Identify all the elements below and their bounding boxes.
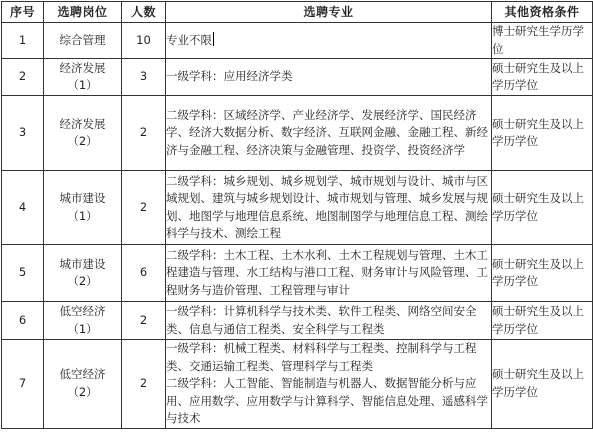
header-count: 人数 xyxy=(122,2,166,23)
major-text: 一级学科：机械工程类、材料科学与工程类、控制科学与工程类、交通运输工程类、管理科学与工程类 xyxy=(166,341,477,373)
row-number: 1 xyxy=(2,23,44,59)
headcount: 6 xyxy=(122,245,166,302)
post-cell xyxy=(44,23,122,59)
post-name: 低空经济 xyxy=(59,367,106,382)
major-text: 一级学科：计算机科学与技术类、软件工程类、网络空间安全类、信息与通信工程类、安全科学与工程类 xyxy=(166,304,477,336)
recruitment-table xyxy=(1,1,593,429)
major-cell xyxy=(166,245,492,302)
post-cell xyxy=(44,59,122,96)
header-post: 选聘岗位 xyxy=(44,2,122,23)
major-text: 二级学科：城乡规划、城乡规划学、城市规划与设计、城市与区域规划、建筑与城乡规划设计、城市规划与管理、城乡发展与规划、地图学与地理信息系统、地图制图学与地理信息工程、测绘科学与技术、测绘工程 xyxy=(166,173,488,240)
table-row xyxy=(2,302,593,340)
post-index: （1） xyxy=(67,78,98,92)
post-cell xyxy=(44,96,122,171)
major-text: 一级学科：应用经济学类 xyxy=(166,69,293,84)
requirement: 硕士研究生及以上学历学位 xyxy=(492,340,593,429)
headcount: 2 xyxy=(122,171,166,245)
post-name: 综合管理 xyxy=(59,32,106,47)
post-cell xyxy=(44,245,122,302)
header-row xyxy=(2,2,593,23)
post-name: 经济发展 xyxy=(59,60,106,75)
post-name: 经济发展 xyxy=(59,116,106,131)
headcount: 2 xyxy=(122,96,166,171)
text-cursor xyxy=(213,32,214,46)
major-text: 二级学科：人工智能、智能制造与机器人、数据智能分析与应用、应用数学、应用数学与计算科学、智能信息处理、遥感科学与技术 xyxy=(166,376,488,425)
requirement: 硕士研究生及以上学历学位 xyxy=(492,171,593,245)
header-major: 选聘专业 xyxy=(166,2,492,23)
post-name: 低空经济 xyxy=(59,304,106,318)
requirement: 硕士研究生及以上学历学位 xyxy=(492,302,593,340)
headcount: 2 xyxy=(122,340,166,429)
requirement: 博士研究生学历学位 xyxy=(492,23,593,59)
major-cell xyxy=(166,340,492,429)
major-cell xyxy=(166,171,492,245)
post-index: （2） xyxy=(67,134,98,148)
post-name: 城市建设 xyxy=(59,191,106,205)
requirement: 硕士研究生及以上学历学位 xyxy=(492,96,593,171)
post-index: （2） xyxy=(67,274,98,288)
major-cell[interactable] xyxy=(166,23,492,59)
table-row xyxy=(2,340,593,429)
row-number: 5 xyxy=(2,245,44,302)
major-cell xyxy=(166,302,492,340)
major-text: 二级学科：土木工程、土木水利、土木工程规划与管理、土木工程建造与管理、水工结构与港口工程、财务审计与风险管理、工程财务与造价管理、工程管理与审计 xyxy=(166,247,488,297)
row-number: 6 xyxy=(2,302,44,340)
table-row xyxy=(2,23,593,59)
headcount: 3 xyxy=(122,59,166,96)
headcount: 2 xyxy=(122,302,166,340)
row-number: 2 xyxy=(2,59,44,96)
post-index: （1） xyxy=(67,321,98,336)
row-number: 3 xyxy=(2,96,44,171)
table-row xyxy=(2,171,593,245)
header-requirement: 其他资格条件 xyxy=(492,2,593,23)
row-number: 7 xyxy=(2,340,44,429)
major-text: 二级学科：区域经济学、产业经济学、发展经济学、国民经济学、经济大数据分析、数字经济、互联网金融、金融工程、新经济与金融工程、经济决策与金融管理、投资学、投资经济学 xyxy=(166,107,488,157)
post-index: （1） xyxy=(67,208,98,223)
major-text[interactable]: 专业不限 xyxy=(166,32,212,47)
post-cell xyxy=(44,171,122,245)
post-cell xyxy=(44,340,122,429)
headcount: 10 xyxy=(122,23,166,59)
major-cell xyxy=(166,96,492,171)
table-row xyxy=(2,245,593,302)
requirement: 硕士研究生及以上学历学位 xyxy=(492,59,593,96)
table-row xyxy=(2,59,593,96)
table-row xyxy=(2,96,593,171)
post-index: （2） xyxy=(67,384,98,399)
header-num: 序号 xyxy=(2,2,44,23)
row-number: 4 xyxy=(2,171,44,245)
post-name: 城市建设 xyxy=(59,256,106,271)
requirement: 硕士研究生及以上学历学位 xyxy=(492,245,593,302)
major-cell xyxy=(166,59,492,96)
post-cell xyxy=(44,302,122,340)
